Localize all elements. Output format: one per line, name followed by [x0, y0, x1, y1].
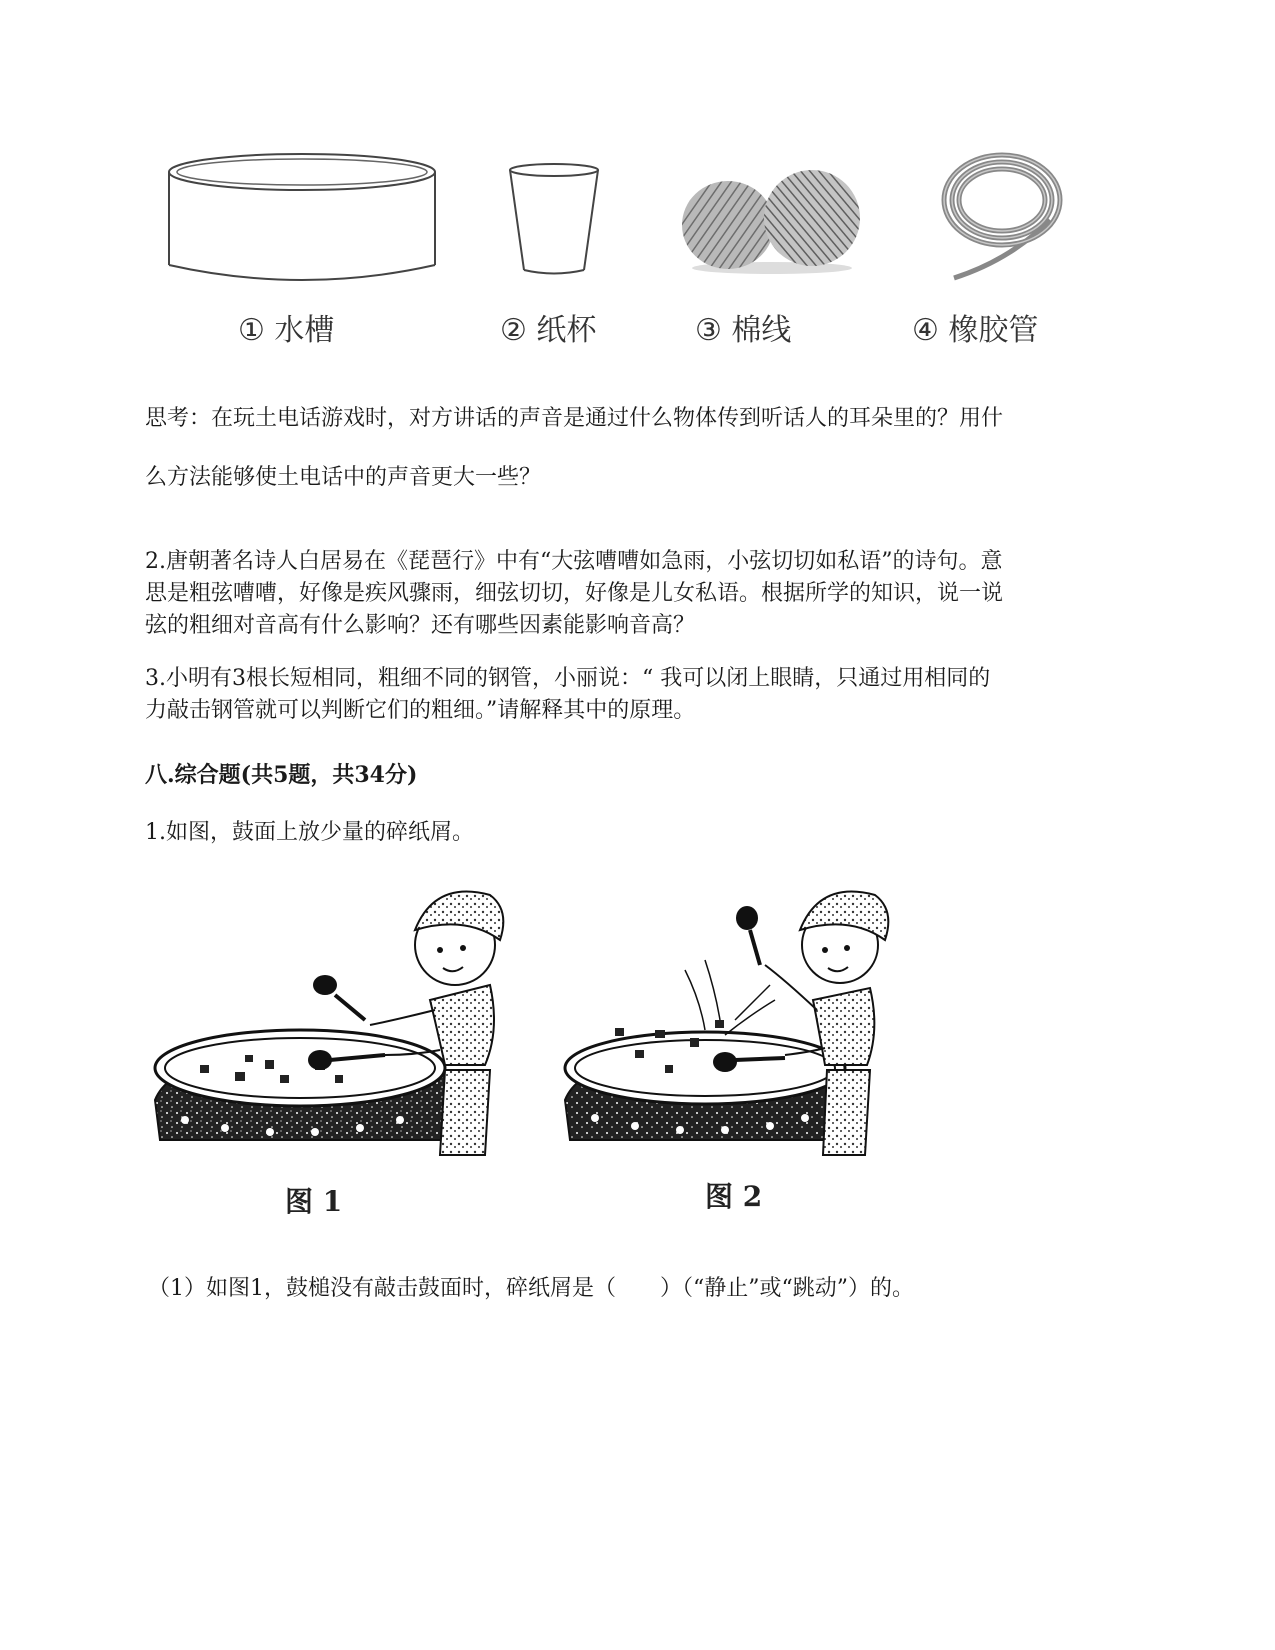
- rubber-tube-image: [930, 150, 1065, 285]
- material-label-cotton-thread: ③ 棉线: [695, 313, 792, 348]
- think-question-line-1: 思考：在玩土电话游戏时，对方讲话的声音是通过什么物体传到听话人的耳朵里的？用什: [145, 406, 1004, 431]
- figure-1-caption: 图 1: [285, 1185, 343, 1218]
- sub-question-1: （1）如图1，鼓槌没有敲击鼓面时，碎纸屑是（ ）（“静止”或“跳动”）的。: [148, 1276, 914, 1301]
- section-8-question-1-stem: 1.如图，鼓面上放少量的碎纸屑。: [145, 820, 474, 845]
- figure-1-drum-image: [145, 870, 505, 1160]
- section-heading: 八.综合题(共5题，共34分): [145, 762, 418, 788]
- paper-cup-image: [508, 162, 600, 277]
- question-3-line-1: 3.小明有3根长短相同，粗细不同的钢管，小丽说：“ 我可以闭上眼睛，只通过用相同的: [145, 666, 991, 691]
- materials-illustration: [150, 140, 1130, 360]
- figure-2-drum-image: [555, 870, 905, 1160]
- water-tank-image: [165, 150, 440, 285]
- question-2-line-1: 2.唐朝著名诗人白居易在《琵琶行》中有“大弦嘈嘈如急雨，小弦切切如私语”的诗句。意: [145, 549, 1003, 574]
- question-2-line-3: 弦的粗细对音高有什么影响？还有哪些因素能影响音高？: [145, 613, 696, 638]
- figure-2-caption: 图 2: [705, 1180, 763, 1213]
- question-2-line-2: 思是粗弦嘈嘈，好像是疾风骤雨，细弦切切，好像是儿女私语。根据所学的知识，说一说: [145, 581, 1004, 606]
- think-question-line-2: 么方法能够使土电话中的声音更大一些？: [145, 465, 542, 490]
- material-label-paper-cup: ② 纸杯: [500, 313, 597, 348]
- cotton-thread-image: [680, 170, 865, 275]
- drum-figures: [145, 870, 905, 1230]
- material-label-rubber-tube: ④ 橡胶管: [912, 313, 1039, 348]
- material-label-water-tank: ① 水槽: [238, 313, 335, 348]
- question-3-line-2: 力敲击钢管就可以判断它们的粗细。”请解释其中的原理。: [145, 698, 696, 723]
